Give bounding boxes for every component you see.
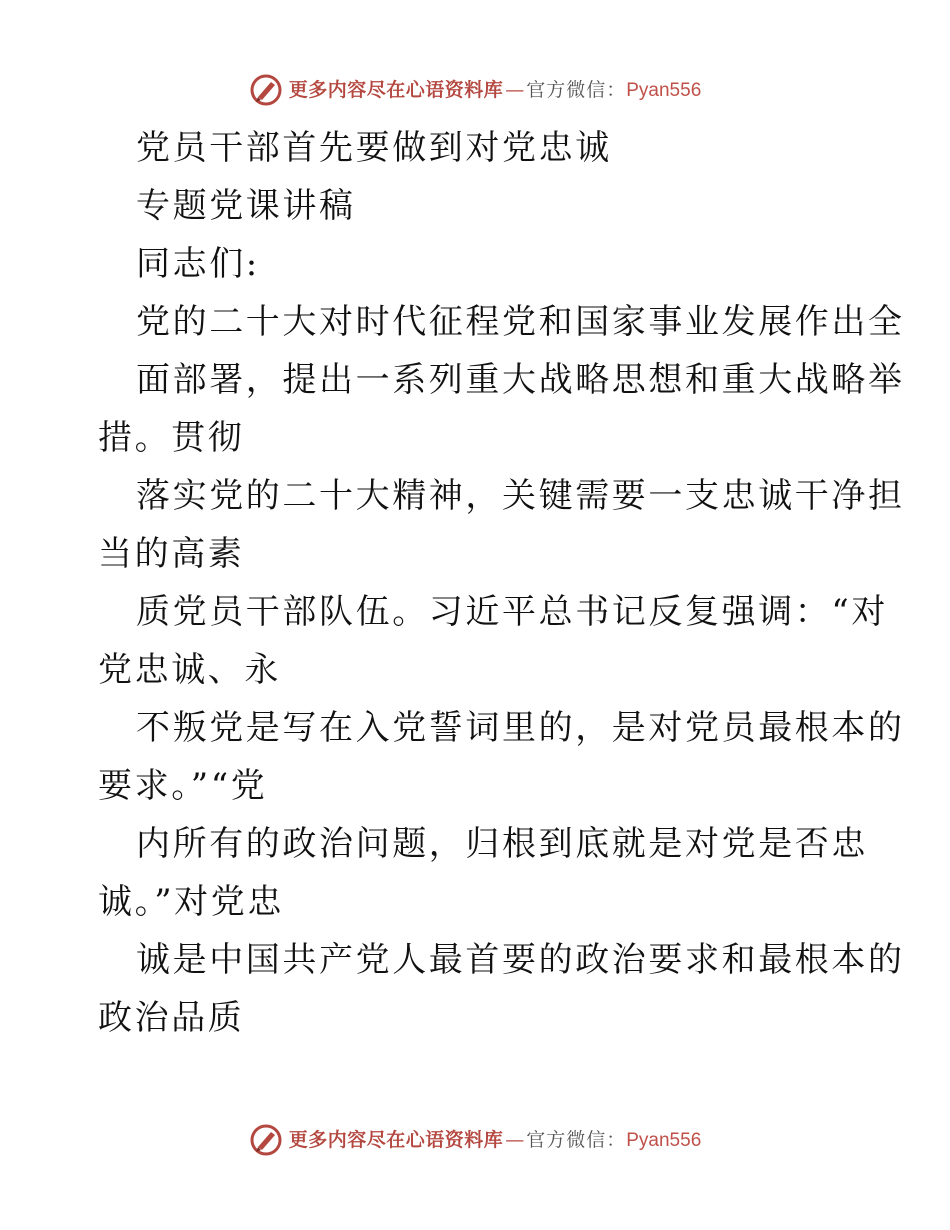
watermark-official-label: 官方微信： bbox=[526, 1128, 627, 1151]
doc-salutation: 同志们: bbox=[136, 244, 260, 284]
watermark-wechat-id: Pyan556 bbox=[626, 79, 702, 101]
doc-subtitle: 专题党课讲稿 bbox=[136, 186, 356, 226]
doc-line: 政治品质 bbox=[98, 998, 245, 1038]
doc-line: 党的二十大对时代征程党和国家事业发展作出全 bbox=[136, 302, 905, 342]
watermark-text: 更多内容尽在心语资料库 bbox=[288, 78, 504, 101]
pen-logo-icon bbox=[249, 73, 283, 107]
doc-line: 措。贯彻 bbox=[98, 418, 245, 458]
watermark-dash: — bbox=[505, 1128, 525, 1151]
doc-line: 不叛党是写在入党誓词里的，是对党员最根本的 bbox=[136, 708, 905, 748]
doc-line: 落实党的二十大精神，关键需要一支忠诚干净担 bbox=[136, 476, 905, 516]
watermark-dash: — bbox=[505, 78, 525, 101]
watermark-wechat-id: Pyan556 bbox=[626, 1129, 702, 1151]
doc-line: 诚。”对党忠 bbox=[98, 882, 284, 922]
doc-title: 党员干部首先要做到对党忠诚 bbox=[136, 128, 612, 168]
pen-logo-icon bbox=[249, 1123, 283, 1157]
doc-line: 质党员干部队伍。习近平总书记反复强调：“对 bbox=[136, 592, 888, 632]
doc-line: 面部署，提出一系列重大战略思想和重大战略举 bbox=[136, 360, 905, 400]
doc-line: 当的高素 bbox=[98, 534, 245, 574]
watermark-text: 更多内容尽在心语资料库 bbox=[288, 1128, 504, 1151]
doc-line: 诚是中国共产党人最首要的政治要求和最根本的 bbox=[136, 940, 905, 980]
doc-line: 内所有的政治问题，归根到底就是对党是否忠 bbox=[136, 824, 868, 864]
doc-line: 要求。”“党 bbox=[98, 766, 268, 806]
header-watermark bbox=[0, 70, 950, 110]
footer-watermark bbox=[0, 1120, 950, 1160]
watermark-official-label: 官方微信： bbox=[526, 78, 627, 101]
doc-line: 党忠诚、永 bbox=[98, 650, 281, 690]
